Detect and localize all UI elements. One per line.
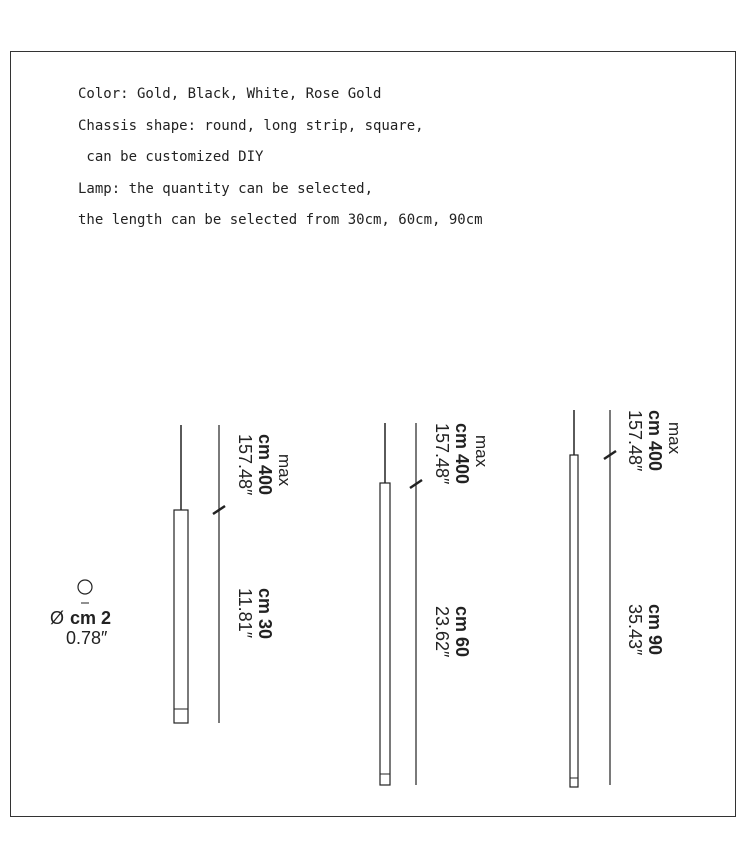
diameter-cm: cm 2 [70,608,112,628]
spec-lamp-length: the length can be selected from 30cm, 60cm, 90cm [78,212,483,228]
cable-max-label: max [275,454,294,487]
lamp-90cm [570,410,684,787]
tube-length-cm: cm 30 [255,588,275,640]
diameter-inches: 0.78″ [66,628,108,648]
spec-chassis-shape: Chassis shape: round, long strip, square, [78,118,424,134]
cable-length-inches: 157.48″ [235,434,255,496]
cable-length-cm: cm 400 [452,423,472,485]
lamp-tube [174,510,188,723]
lamp-tube [570,455,578,787]
spec-color: Color: Gold, Black, White, Rose Gold [78,86,382,102]
tube-length-inches: 11.81″ [235,588,255,639]
diameter-indicator [50,580,111,648]
tube-length-cm: cm 60 [452,606,472,658]
lamp-30cm [174,425,294,723]
diameter-symbol: Ø [50,608,65,628]
cable-length-inches: 157.48″ [432,423,452,485]
lamp-60cm [380,423,491,785]
cable-length-inches: 157.48″ [625,410,645,472]
tube-length-cm: cm 90 [645,604,665,656]
spec-customized: can be customized DIY [78,149,264,165]
spec-lamp-quantity: Lamp: the quantity can be selected, [78,181,374,197]
lamp-tube [380,483,390,785]
cable-length-cm: cm 400 [255,434,275,496]
tube-length-inches: 23.62″ [432,606,452,658]
round-base-icon [78,580,92,594]
cable-max-label: max [472,435,491,468]
cable-length-cm: cm 400 [645,410,665,472]
tube-length-inches: 35.43″ [625,604,645,656]
cable-max-label: max [665,422,684,455]
